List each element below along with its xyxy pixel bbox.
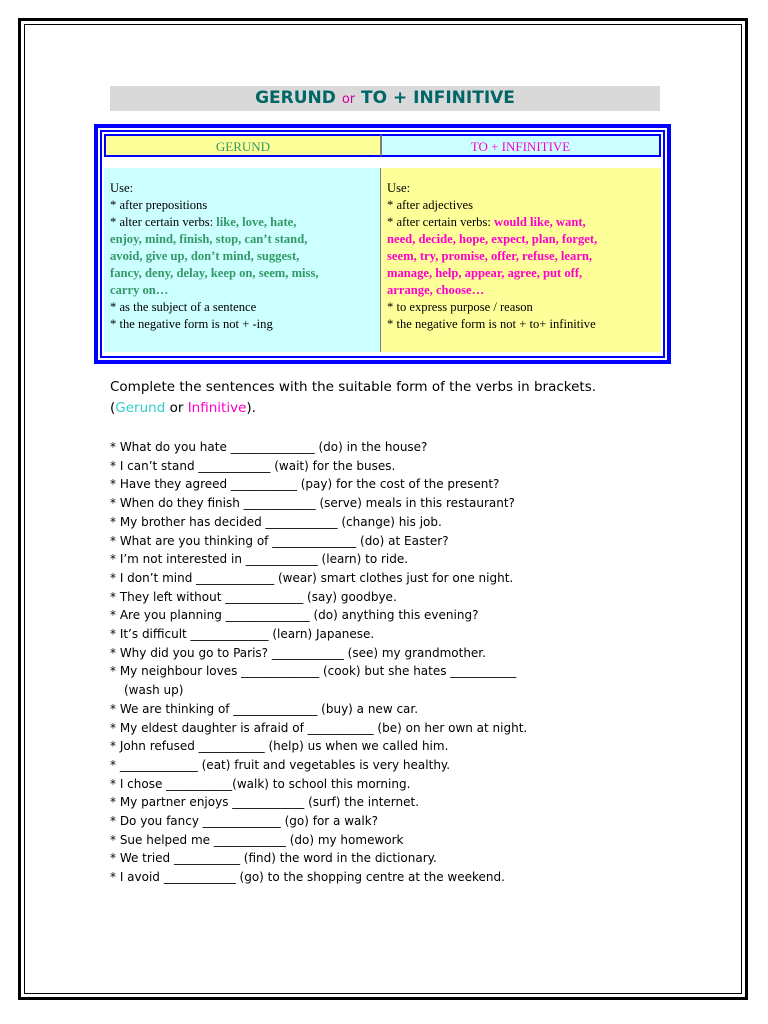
exercise-item: * My eldest daughter is afraid of ___________ (be) on her own at night.: [110, 720, 528, 735]
rule-text: avoid, give up, don’t mind, suggest,: [110, 249, 300, 263]
gerund-header: GERUND: [104, 134, 381, 157]
infinitive-rules-column: [381, 168, 661, 352]
rule-line: [387, 180, 655, 197]
instructions-line: Complete the sentences with the suitable form of the verbs in brackets.: [110, 379, 597, 395]
rule-line: [110, 282, 374, 299]
exercise-item: * Are you planning ______________ (do) anything this evening?: [110, 608, 479, 623]
page-title: [110, 86, 660, 111]
legend-gerund: Gerund: [115, 400, 166, 416]
rule-text: Use:: [387, 181, 411, 195]
rule-line: [387, 265, 655, 282]
exercise-item: * My neighbour loves _____________ (cook) but she hates ___________: [110, 664, 517, 679]
exercise-item: (wash up): [124, 683, 184, 698]
exercise-item: * We are thinking of ______________ (buy) a new car.: [110, 701, 419, 716]
exercise-item: * My brother has decided ____________ (change) his job.: [110, 514, 442, 529]
rule-text: like, love, hate,: [216, 215, 297, 229]
rule-line: [110, 248, 374, 265]
gerund-rules-column: [104, 168, 381, 352]
rule-text: need, decide, hope, expect, plan, forget,: [387, 232, 598, 246]
rule-text: arrange, choose…: [387, 283, 485, 297]
exercise-item: * I avoid ____________ (go) to the shopping centre at the weekend.: [110, 870, 505, 885]
rule-text: * the negative form is not + -ing: [110, 317, 273, 331]
rule-line: [110, 316, 374, 333]
exercise-item: * Sue helped me ____________ (do) my homework: [110, 832, 404, 847]
rule-line: [387, 248, 655, 265]
rule-line: [387, 282, 655, 299]
rule-text: * after adjectives: [387, 198, 474, 212]
table-header-gap: [104, 157, 661, 168]
rule-text: manage, help, appear, agree, put off,: [387, 266, 583, 280]
rule-text: * to express purpose / reason: [387, 300, 533, 314]
rule-text: Use:: [110, 181, 134, 195]
rule-text: fancy, deny, delay, keep on, seem, miss,: [110, 266, 319, 280]
exercise-item: * I chose ___________(walk) to school this morning.: [110, 776, 411, 791]
legend-close: ).: [246, 400, 256, 416]
exercise-item: * Have they agreed ___________ (pay) for the cost of the present?: [110, 477, 500, 492]
instructions: [110, 377, 670, 419]
rule-prefix: * alter certain verbs:: [110, 215, 217, 229]
legend-infinitive: Infinitive: [187, 400, 247, 416]
exercise-item: * When do they finish ____________ (serve) meals in this restaurant?: [110, 496, 515, 511]
rule-prefix: * after certain verbs:: [387, 215, 494, 229]
rule-line: [110, 231, 374, 248]
rule-line: [110, 299, 374, 316]
legend-open: (: [110, 400, 116, 416]
rule-line: [110, 180, 374, 197]
rule-text: * as the subject of a sentence: [110, 300, 257, 314]
exercise-item: * My partner enjoys ____________ (surf) the internet.: [110, 795, 420, 810]
rule-text: * after prepositions: [110, 198, 208, 212]
exercise-item: * I don’t mind _____________ (wear) smart clothes just for one night.: [110, 570, 514, 585]
legend-or: or: [165, 400, 188, 416]
exercise-item: * What do you hate ______________ (do) in the house?: [110, 440, 428, 454]
rule-line: [110, 214, 374, 231]
title-gerund: GERUND: [255, 88, 336, 108]
exercise-item: * Why did you go to Paris? ____________ (see) my grandmother.: [110, 645, 486, 660]
rule-line: [110, 197, 374, 214]
rule-text: * the negative form is not + to+ infinitive: [387, 317, 596, 331]
rule-line: [387, 231, 655, 248]
rule-text: would like, want,: [494, 215, 586, 229]
instructions-legend: [110, 398, 670, 419]
rule-line: [387, 316, 655, 333]
exercise-item: * We tried ___________ (find) the word in the dictionary.: [110, 851, 437, 866]
rule-line: [387, 197, 655, 214]
exercise-item: * Do you fancy _____________ (go) for a walk?: [110, 814, 379, 829]
exercise-item: * They left without _____________ (say) goodbye.: [110, 589, 397, 604]
title-or: or: [341, 92, 356, 107]
rule-line: [387, 299, 655, 316]
exercise-list: [110, 438, 670, 887]
rule-line: [110, 265, 374, 282]
rule-text: enjoy, mind, finish, stop, can’t stand,: [110, 232, 308, 246]
exercise-item: * John refused ___________ (help) us when we called him.: [110, 739, 449, 754]
exercise-item: * I can’t stand ____________ (wait) for the buses.: [110, 458, 396, 473]
infinitive-header: TO + INFINITIVE: [381, 134, 661, 157]
rule-text: seem, try, promise, offer, refuse, learn,: [387, 249, 593, 263]
exercise-item: * _____________ (eat) fruit and vegetables is very healthy.: [110, 757, 451, 772]
exercise-item: * What are you thinking of ______________ (do) at Easter?: [110, 533, 449, 548]
rule-line: [387, 214, 655, 231]
rule-text: carry on…: [110, 283, 169, 297]
exercise-item: * I’m not interested in ____________ (learn) to ride.: [110, 552, 409, 567]
exercise-item: * It’s difficult _____________ (learn) Japanese.: [110, 627, 375, 642]
title-infinitive: TO + INFINITIVE: [361, 88, 515, 108]
